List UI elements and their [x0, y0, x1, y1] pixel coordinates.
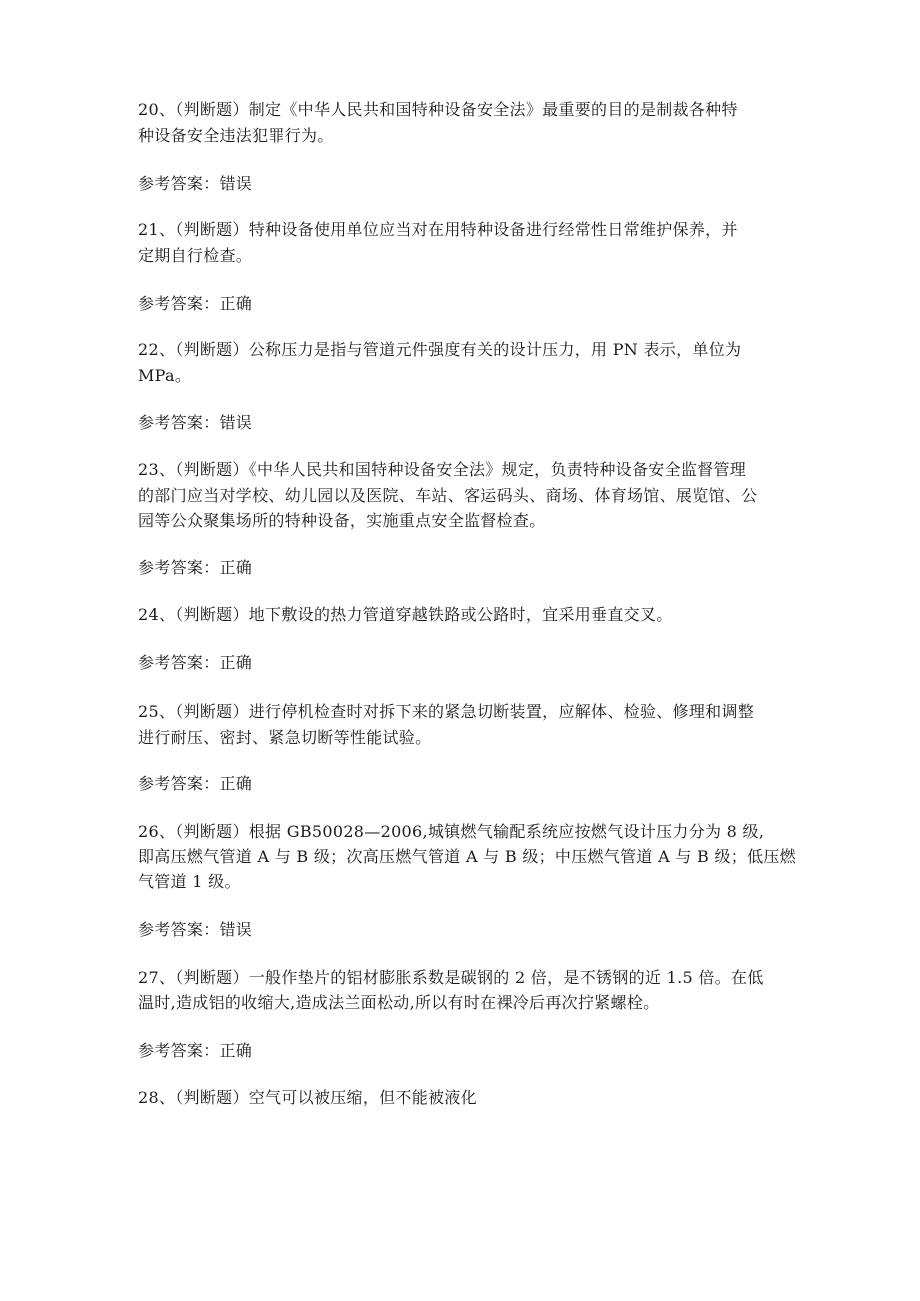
question-26-line-3: 气管道 1 级。 [138, 872, 241, 891]
answer-23: 参考答案：正确 [138, 558, 253, 577]
question-21-line-2: 定期自行检查。 [138, 246, 253, 265]
question-22-line-2: MPa。 [138, 366, 192, 385]
question-23-line-1: 23、（判断题）《中华人民共和国特种设备安全法》规定，负责特种设备安全监督管理 [138, 460, 747, 479]
answer-25: 参考答案：正确 [138, 774, 253, 793]
question-26-line-1: 26、（判断题）根据 GB50028—2006,城镇燃气输配系统应按燃气设计压力分为 8 级, [138, 822, 765, 841]
question-20-line-1: 20、（判断题）制定《中华人民共和国特种设备安全法》最重要的目的是制裁各种特 [138, 100, 738, 119]
question-25-line-2: 进行耐压、密封、紧急切断等性能试验。 [138, 728, 432, 747]
answer-21: 参考答案：正确 [138, 294, 253, 313]
question-28-line-1: 28、（判断题）空气可以被压缩，但不能被液化 [138, 1088, 477, 1107]
question-21-line-1: 21、（判断题）特种设备使用单位应当对在用特种设备进行经常性日常维护保养，并 [138, 220, 738, 239]
question-23-line-3: 园等公众聚集场所的特种设备，实施重点安全监督检查。 [138, 511, 546, 530]
question-26-line-2: 即高压燃气管道 A 与 B 级；次高压燃气管道 A 与 B 级；中压燃气管道 A 与 B 级；低压燃 [138, 847, 796, 866]
answer-26: 参考答案：错误 [138, 920, 253, 939]
answer-22: 参考答案：错误 [138, 413, 253, 432]
question-27-line-2: 温时,造成铝的收缩大,造成法兰面松动,所以有时在裸冷后再次拧紧螺栓。 [138, 993, 660, 1012]
question-20-line-2: 种设备安全违法犯罪行为。 [138, 126, 334, 145]
question-22-line-1: 22、（判断题）公称压力是指与管道元件强度有关的设计压力，用 PN 表示，单位为 [138, 340, 742, 359]
question-27-line-1: 27、（判断题）一般作垫片的铝材膨胀系数是碳钢的 2 倍，是不锈钢的近 1.5 倍。在低 [138, 968, 764, 987]
question-23-line-2: 的部门应当对学校、幼儿园以及医院、车站、客运码头、商场、体育场馆、展览馆、公 [138, 486, 758, 505]
answer-24: 参考答案：正确 [138, 653, 253, 672]
answer-27: 参考答案：正确 [138, 1041, 253, 1060]
question-24-line-1: 24、（判断题）地下敷设的热力管道穿越铁路或公路时，宜采用垂直交叉。 [138, 605, 673, 624]
question-25-line-1: 25、（判断题）进行停机检查时对拆下来的紧急切断装置，应解体、检验、修理和调整 [138, 702, 755, 721]
answer-20: 参考答案：错误 [138, 174, 253, 193]
